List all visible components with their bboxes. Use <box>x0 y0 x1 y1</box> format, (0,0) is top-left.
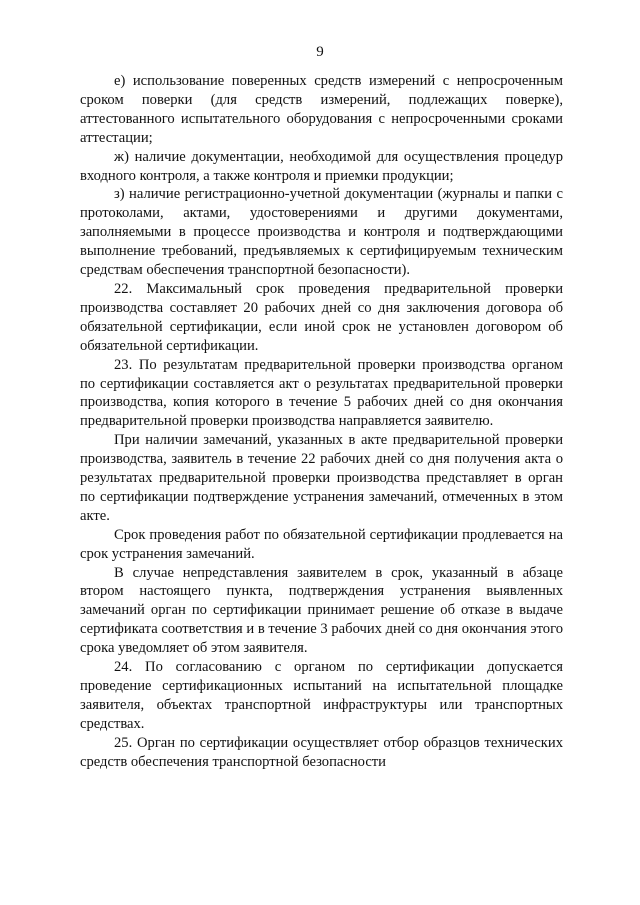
paragraph-23-remarks: При наличии замечаний, указанных в акте предварительной проверки производства, заявитель в течение 22 рабочих дней со дня получения акта о результатах предварительной проверки производства представляет в орган по сертификации подтверждение устранения замечаний, отмеченных в этом акте. <box>80 432 563 524</box>
paragraph-23-extension: Срок проведения работ по обязательной сертификации продлевается на срок устранения замечаний. <box>80 526 563 562</box>
paragraph-e: е) использование поверенных средств измерений с непросроченным сроком поверки (для средств измерений, подлежащих поверке), аттестованного испытательного оборудования с непросроченными сроками аттестации; <box>80 73 563 146</box>
paragraph-zh: ж) наличие документации, необходимой для осуществления процедур входного контроля, а также контроля и приемки продукции; <box>80 148 563 184</box>
paragraph-24: 24. По согласованию с органом по сертификации допускается проведение сертификационных испытаний на испытательной площадке заявителя, объектах транспортной инфраструктуры или транспортных средствах. <box>80 659 563 732</box>
document-body <box>80 72 563 772</box>
paragraph-z: з) наличие регистрационно-учетной документации (журналы и папки с протоколами, актами, удостоверениями и другими документами, заполняемыми в процессе производства и контроля и подтверждающими выполнение требований, предъявляемых к сертифицируемым техническим средствам обеспечения транспортной безопасности). <box>80 186 563 279</box>
paragraph-23-refusal: В случае непредставления заявителем в срок, указанный в абзаце втором настоящего пункта, подтверждения устранения выявленных замечаний орган по сертификации принимает решение об отказе в выдаче сертификата соответствия и в течение 3 рабочих дней со дня окончания этого срока уведомляет об этом заявителя. <box>80 564 563 657</box>
page-number: 9 <box>316 44 324 60</box>
paragraph-22: 22. Максимальный срок проведения предварительной проверки производства составляет 20 рабочих дней со дня заключения договора об обязательной сертификации, если иной срок не установлен договором об обязательной сертификации. <box>80 280 563 354</box>
paragraph-25: 25. Орган по сертификации осуществляет отбор образцов технических средств обеспечения транспортной безопасности <box>80 734 563 770</box>
paragraph-23: 23. По результатам предварительной проверки производства органом по сертификации составляется акт о результатах предварительной проверки производства, копия которого в течение 5 рабочих дней со дня окончания предварительной проверки производства направляется заявителю. <box>80 356 563 430</box>
